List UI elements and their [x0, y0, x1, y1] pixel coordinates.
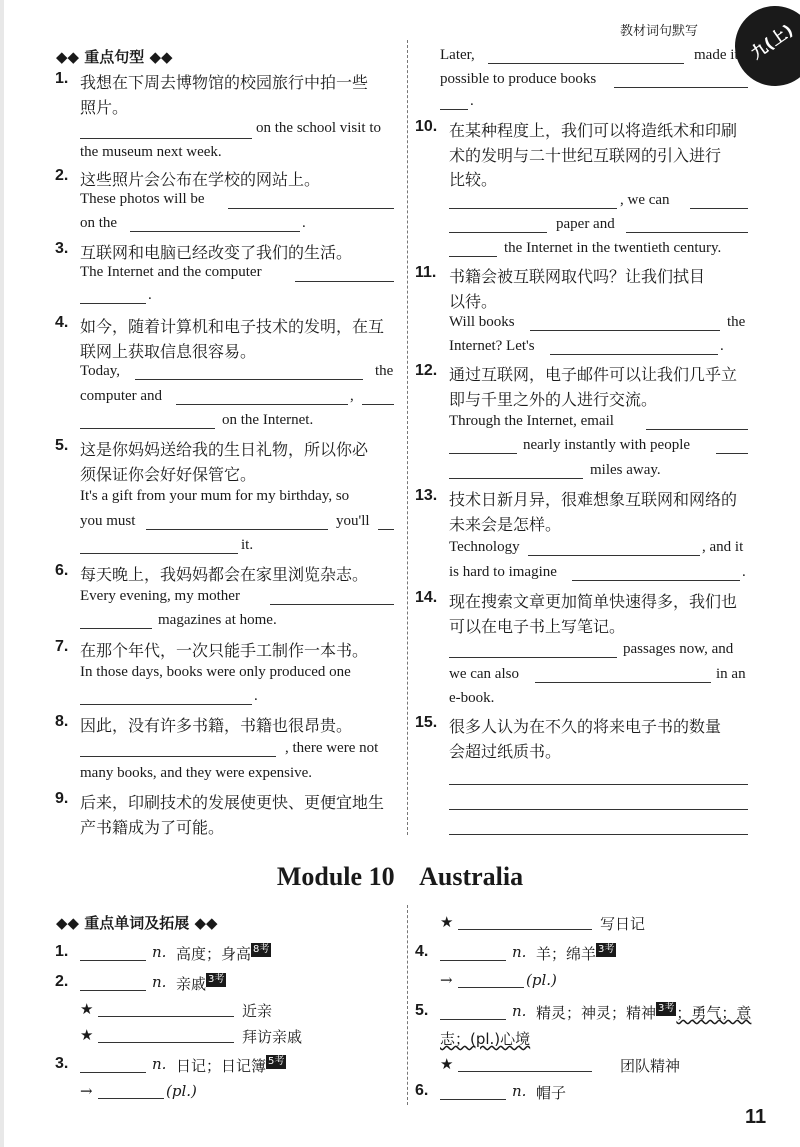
answer-blank[interactable]: [80, 628, 152, 629]
item-number: 9.: [55, 790, 69, 807]
vocab-number: 2.: [55, 973, 69, 990]
part-of-speech: n.: [152, 1055, 167, 1073]
star-icon: ★: [440, 1055, 454, 1073]
answer-blank[interactable]: [488, 63, 684, 64]
answer-blank[interactable]: [98, 1042, 234, 1043]
answer-blank[interactable]: [80, 138, 252, 139]
part-of-speech: n.: [512, 943, 527, 961]
vocab-number: 6.: [415, 1082, 429, 1099]
exam-frequency-badge: 8考: [253, 944, 270, 955]
answer-blank[interactable]: [440, 1099, 506, 1100]
item-number: 11.: [415, 264, 437, 281]
vocab-meaning: 羊；绵羊: [536, 945, 597, 963]
item-en: passages now, and: [623, 641, 734, 657]
item-cn: 在那个年代，一次只能手工制作一本书。: [80, 641, 369, 660]
answer-blank[interactable]: [362, 404, 394, 405]
column-divider-bottom: [407, 905, 408, 1105]
item-en: the Internet in the twentieth century.: [504, 240, 722, 256]
item-cn: 联网上获取信息很容易。: [80, 342, 257, 361]
item-en: it.: [241, 537, 254, 553]
item-number: 4.: [55, 314, 69, 331]
item-en: on the: [80, 215, 118, 231]
item-en: Technology: [449, 539, 520, 555]
vocab-meaning: 帽子: [536, 1084, 567, 1102]
answer-blank[interactable]: [135, 379, 363, 380]
answer-blank[interactable]: [449, 453, 517, 454]
item-cn: 我想在下周去博物馆的校园旅行中拍一些: [80, 73, 369, 92]
exam-frequency-badge: 3考: [208, 974, 225, 985]
plural-marker: (pl.): [166, 1082, 197, 1100]
vocab-meaning: 拜访亲戚: [242, 1028, 303, 1046]
answer-line[interactable]: [449, 784, 748, 785]
answer-blank[interactable]: [614, 87, 748, 88]
answer-blank[interactable]: [80, 428, 215, 429]
item-cn: 未来会是怎样。: [449, 515, 562, 534]
answer-blank[interactable]: [98, 1098, 164, 1099]
answer-blank[interactable]: [176, 404, 348, 405]
column-divider-top: [407, 40, 408, 835]
item-en: nearly instantly with people: [523, 437, 691, 453]
item-en: Every evening, my mother: [80, 588, 240, 604]
vocab-number: 5.: [415, 1002, 429, 1019]
answer-blank[interactable]: [458, 1071, 592, 1072]
item-number: 15.: [415, 714, 438, 731]
vocab-meaning: 高度；身高: [176, 945, 252, 963]
book-tag: 教材词句默写: [620, 24, 699, 39]
answer-blank[interactable]: [449, 657, 617, 658]
plural-marker: (pl.): [526, 971, 557, 989]
item-en: the: [375, 363, 394, 379]
answer-blank[interactable]: [530, 330, 720, 331]
item-en: It's a gift from your mum for my birthday, so: [80, 488, 350, 504]
item-en: the museum next week.: [80, 144, 222, 160]
vocab-meaning: 亲戚: [176, 975, 207, 993]
item-number: 5.: [55, 437, 69, 454]
item-en: In those days, books were only produced one: [80, 664, 351, 680]
item-en: , we can: [620, 192, 670, 208]
answer-blank[interactable]: [440, 1019, 506, 1020]
item-en: paper and: [556, 216, 615, 232]
item-cn: 因此，没有许多书籍，书籍也很昂贵。: [80, 716, 353, 735]
vocab-meaning-extra: ；勇气；意: [676, 1004, 752, 1022]
item-en: possible to produce books: [440, 71, 597, 87]
item-cn: 现在搜索文章更加简单快速得多，我们也: [449, 592, 738, 611]
item-cn: 这些照片会公布在学校的网站上。: [80, 170, 321, 189]
item-en: Later,: [440, 47, 475, 63]
item-number: 7.: [55, 638, 69, 655]
vocab-number: 1.: [55, 943, 69, 960]
item-en: miles away.: [590, 462, 661, 478]
vocab-number: 3.: [55, 1055, 69, 1072]
part-of-speech: n.: [512, 1082, 527, 1100]
item-number: 2.: [55, 167, 69, 184]
answer-blank[interactable]: [80, 960, 146, 961]
answer-blank[interactable]: [80, 756, 276, 757]
answer-blank[interactable]: [458, 987, 524, 988]
answer-blank[interactable]: [440, 960, 506, 961]
item-cn: 书籍会被互联网取代吗？让我们拭目: [449, 267, 706, 286]
item-en: on the school visit to: [256, 120, 381, 136]
item-cn: 即与千里之外的人进行交流。: [449, 390, 658, 409]
vocab-meaning: 精灵；神灵；精神: [536, 1004, 657, 1022]
vocab-number: 4.: [415, 943, 429, 960]
star-icon: ★: [440, 913, 454, 931]
answer-blank[interactable]: [228, 208, 394, 209]
answer-blank[interactable]: [626, 232, 748, 233]
item-cn: 会超过纸质书。: [449, 742, 562, 761]
grade-badge: 九(上): [719, 0, 800, 102]
answer-blank[interactable]: [80, 553, 238, 554]
item-en: Today,: [80, 363, 121, 379]
arrow-icon: →: [80, 1082, 93, 1100]
vocab-meaning-extra: 志；(pl.)心境: [440, 1030, 531, 1048]
answer-blank[interactable]: [80, 990, 146, 991]
item-en: The Internet and the computer: [80, 264, 262, 280]
item-en: , and it: [702, 539, 744, 555]
answer-blank[interactable]: [646, 429, 748, 430]
answer-blank[interactable]: [295, 281, 394, 282]
part-of-speech: n.: [152, 973, 167, 991]
item-en: you must: [80, 513, 136, 529]
section-title-vocab: ◆◆ 重点单词及拓展 ◆◆: [56, 914, 218, 932]
answer-blank[interactable]: [716, 453, 748, 454]
answer-blank[interactable]: [378, 529, 394, 530]
item-cn: 可以在电子书上写笔记。: [449, 617, 626, 636]
answer-blank[interactable]: [80, 704, 252, 705]
answer-blank[interactable]: [80, 303, 146, 304]
answer-blank[interactable]: [550, 354, 718, 355]
answer-blank[interactable]: [130, 231, 300, 232]
vocab-meaning: 近亲: [242, 1002, 273, 1020]
item-number: 6.: [55, 562, 69, 579]
item-en: , there were not: [285, 740, 379, 756]
answer-blank[interactable]: [572, 580, 740, 581]
answer-blank[interactable]: [146, 529, 328, 530]
item-cn: 如今，随着计算机和电子技术的发明，在互: [80, 317, 385, 336]
item-number: 1.: [55, 70, 69, 87]
item-cn: 很多人认为在不久的将来电子书的数量: [449, 717, 722, 736]
item-en: on the Internet.: [222, 412, 314, 428]
item-cn: 以待。: [449, 292, 498, 311]
item-cn: 术的发明与二十世纪互联网的引入进行: [449, 146, 722, 165]
item-en: the: [727, 314, 746, 330]
item-en: is hard to imagine: [449, 564, 557, 580]
item-number: 13.: [415, 487, 438, 504]
part-of-speech: n.: [152, 943, 167, 961]
answer-blank[interactable]: [449, 232, 547, 233]
item-cn: 通过互联网，电子邮件可以让我们几乎立: [449, 365, 738, 384]
vocab-meaning: 团队精神: [620, 1057, 681, 1075]
answer-line[interactable]: [449, 809, 748, 810]
part-of-speech: n.: [512, 1002, 527, 1020]
star-icon: ★: [80, 1000, 94, 1018]
answer-blank[interactable]: [440, 109, 468, 110]
answer-blank[interactable]: [98, 1016, 234, 1017]
star-icon: ★: [80, 1026, 94, 1044]
answer-blank[interactable]: [535, 682, 711, 683]
vocab-meaning: 日记；日记簿: [176, 1057, 267, 1075]
exam-frequency-badge: 3考: [598, 944, 615, 955]
item-cn: 照片。: [80, 98, 129, 117]
item-cn: 产书籍成为了可能。: [80, 818, 225, 837]
item-en: many books, and they were expensive.: [80, 765, 313, 781]
item-number: 14.: [415, 589, 438, 606]
module-title: Module 10 Australia: [276, 862, 524, 891]
item-en: you'll: [336, 513, 370, 529]
item-cn: 每天晚上，我妈妈都会在家里浏览杂志。: [80, 565, 369, 584]
vocab-meaning: 写日记: [600, 915, 646, 933]
answer-blank[interactable]: [528, 555, 700, 556]
answer-line[interactable]: [449, 834, 748, 835]
item-en: Will books: [449, 314, 515, 330]
item-en: Through the Internet, email: [449, 413, 614, 429]
item-en: we can also: [449, 666, 519, 682]
item-en: made it: [694, 47, 739, 63]
item-en: in an: [716, 666, 746, 682]
answer-blank[interactable]: [449, 256, 497, 257]
item-cn: 在某种程度上，我们可以将造纸术和印刷: [449, 121, 738, 140]
answer-blank[interactable]: [270, 604, 394, 605]
item-number: 10.: [415, 118, 438, 135]
exam-frequency-badge: 5考: [268, 1056, 285, 1067]
item-cn: 后来，印刷技术的发展使更快、更便宜地生: [80, 793, 385, 812]
page-number: 11: [745, 1106, 767, 1128]
item-number: 8.: [55, 713, 69, 730]
arrow-icon: →: [440, 971, 453, 989]
item-en: These photos will be: [80, 191, 205, 207]
answer-blank[interactable]: [458, 929, 592, 930]
item-number: 3.: [55, 240, 69, 257]
item-en: Internet? Let's: [449, 338, 535, 354]
answer-blank[interactable]: [80, 1072, 146, 1073]
item-cn: 这是你妈妈送给我的生日礼物，所以你必: [80, 440, 369, 459]
item-cn: 须保证你会好好保管它。: [80, 465, 257, 484]
page-edge-shadow: [0, 0, 4, 1147]
item-en: magazines at home.: [158, 612, 277, 628]
item-en: computer and: [80, 388, 163, 404]
item-cn: 比较。: [449, 170, 498, 189]
answer-blank[interactable]: [449, 208, 617, 209]
answer-blank[interactable]: [690, 208, 748, 209]
item-cn: 互联网和电脑已经改变了我们的生活。: [80, 243, 353, 262]
exam-frequency-badge: 3考: [658, 1003, 675, 1014]
item-en: e-book.: [449, 690, 495, 706]
item-number: 12.: [415, 362, 438, 379]
answer-blank[interactable]: [449, 478, 583, 479]
section-title-sentences: ◆◆ 重点句型 ◆◆: [56, 48, 173, 66]
item-cn: 技术日新月异，很难想象互联网和网络的: [449, 490, 738, 509]
